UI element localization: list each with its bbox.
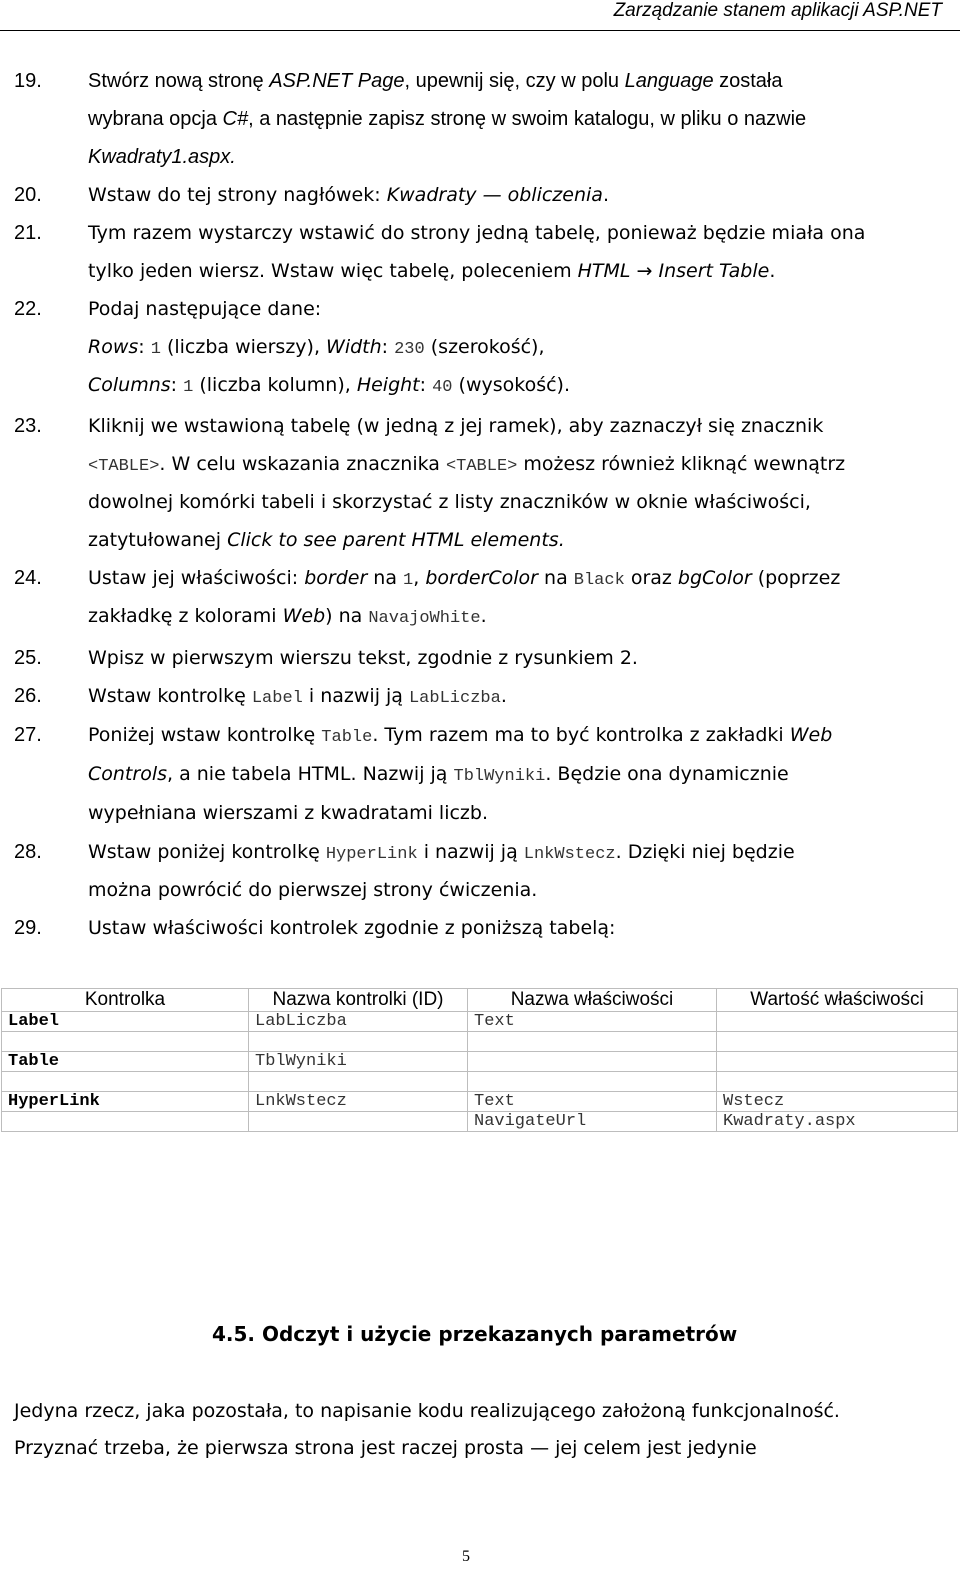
step-line: wybrana opcja C#, a następnie zapisz stronę w swoim katalogu, w pliku o nazwie [88,108,807,130]
step-number: 27. [14,724,42,746]
properties-table [1,988,958,1132]
step-line: Ustaw jej właściwości: border na 1, borderColor na Black oraz bgColor (poprzez [88,567,841,590]
step-line: Wstaw do tej strony nagłówek: Kwadraty — obliczenia. [88,184,609,206]
step-line: Kliknij we wstawioną tabelę (w jedną z jej ramek), aby zaznaczył się znacznik [88,415,824,437]
header-rule [0,30,960,31]
table-cell [249,1072,468,1092]
table-cell: TblWyniki [249,1052,468,1072]
step-number: 19. [14,70,42,92]
table-cell: NavigateUrl [468,1112,717,1132]
step-number: 25. [14,647,42,669]
table-row [2,1092,958,1112]
table-cell [468,1052,717,1072]
step-line: Wstaw kontrolkę Label i nazwij ją LabLiczba. [88,685,507,708]
table-cell [249,1032,468,1052]
step-line: zatytułowanej Click to see parent HTML elements. [88,529,565,551]
table-cell: HyperLink [2,1092,249,1112]
table-cell: Table [2,1052,249,1072]
table-row [2,1112,958,1132]
table-cell: Kwadraty.aspx [717,1112,958,1132]
step-line: Kwadraty1.aspx. [88,146,236,168]
table-cell [717,1012,958,1032]
step-number: 28. [14,841,42,863]
step-line: Columns: 1 (liczba kolumn), Height: 40 (wysokość). [88,374,571,397]
table-cell [2,1032,249,1052]
step-line: Rows: 1 (liczba wierszy), Width: 230 (szerokość), [88,336,545,359]
table-cell: Wstecz [717,1092,958,1112]
body-paragraph: Przyznać trzeba, że pierwsza strona jest raczej prosta — jej celem jest jedynie [14,1437,757,1459]
arrow-icon: → [636,260,653,282]
step-line: Controls, a nie tabela HTML. Nazwij ją TblWyniki. Będzie ona dynamicznie [88,763,789,786]
table-row [2,1072,958,1092]
step-line: wypełniana wierszami z kwadratami liczb. [88,802,488,824]
table-cell: LnkWstecz [249,1092,468,1112]
table-cell [717,1072,958,1092]
step-number: 20. [14,184,42,206]
step-line: Stwórz nową stronę ASP.NET Page, upewnij się, czy w polu Language została [88,70,783,92]
section-heading: 4.5. Odczyt i użycie przekazanych parametrów [212,1322,738,1346]
step-number: 21. [14,222,42,244]
step-line: Ustaw właściwości kontrolek zgodnie z poniższą tabelą: [88,917,616,939]
step-number: 24. [14,567,42,589]
step-line: dowolnej komórki tabeli i skorzystać z listy znaczników w oknie właściwości, [88,491,811,513]
column-header: Wartość właściwości [717,989,958,1012]
table-row [2,1032,958,1052]
column-header: Nazwa właściwości [468,989,717,1012]
column-header: Nazwa kontrolki (ID) [249,989,468,1012]
table-cell [249,1112,468,1132]
table-header-row [2,989,958,1012]
table-cell: Text [468,1092,717,1112]
table-row [2,1052,958,1072]
table-cell: Text [468,1012,717,1032]
page-header: Zarządzanie stanem aplikacji ASP.NET [613,0,942,21]
table-cell [468,1072,717,1092]
step-line: Tym razem wystarczy wstawić do strony jedną tabelę, ponieważ będzie miała ona [88,222,866,244]
column-header: Kontrolka [2,989,249,1012]
table-cell [2,1072,249,1092]
table-cell: Label [2,1012,249,1032]
step-number: 26. [14,685,42,707]
step-line: Wpisz w pierwszym wierszu tekst, zgodnie z rysunkiem 2. [88,647,638,669]
step-line: Poniżej wstaw kontrolkę Table. Tym razem ma to być kontrolka z zakładki Web [88,724,833,747]
page-number: 5 [462,1548,470,1565]
body-paragraph: Jedyna rzecz, jaka pozostała, to napisanie kodu realizującego założoną funkcjonalność. [14,1400,840,1422]
step-number: 22. [14,298,42,320]
step-line: Wstaw poniżej kontrolkę HyperLink i nazwij ją LnkWstecz. Dzięki niej będzie [88,841,795,864]
step-line: <TABLE>. W celu wskazania znacznika <TABLE> możesz również kliknąć wewnątrz [88,453,846,476]
step-number: 29. [14,917,42,939]
table-cell [468,1032,717,1052]
table-cell [717,1032,958,1052]
step-number: 23. [14,415,42,437]
table-cell [717,1052,958,1072]
step-line: zakładkę z kolorami Web) na NavajoWhite. [88,605,487,628]
step-line: można powrócić do pierwszej strony ćwiczenia. [88,879,538,901]
table-row [2,1012,958,1032]
table-cell [2,1112,249,1132]
step-line: Podaj następujące dane: [88,298,322,320]
step-line: tylko jeden wiersz. Wstaw więc tabelę, poleceniem HTML → Insert Table. [88,260,776,282]
table-cell: LabLiczba [249,1012,468,1032]
